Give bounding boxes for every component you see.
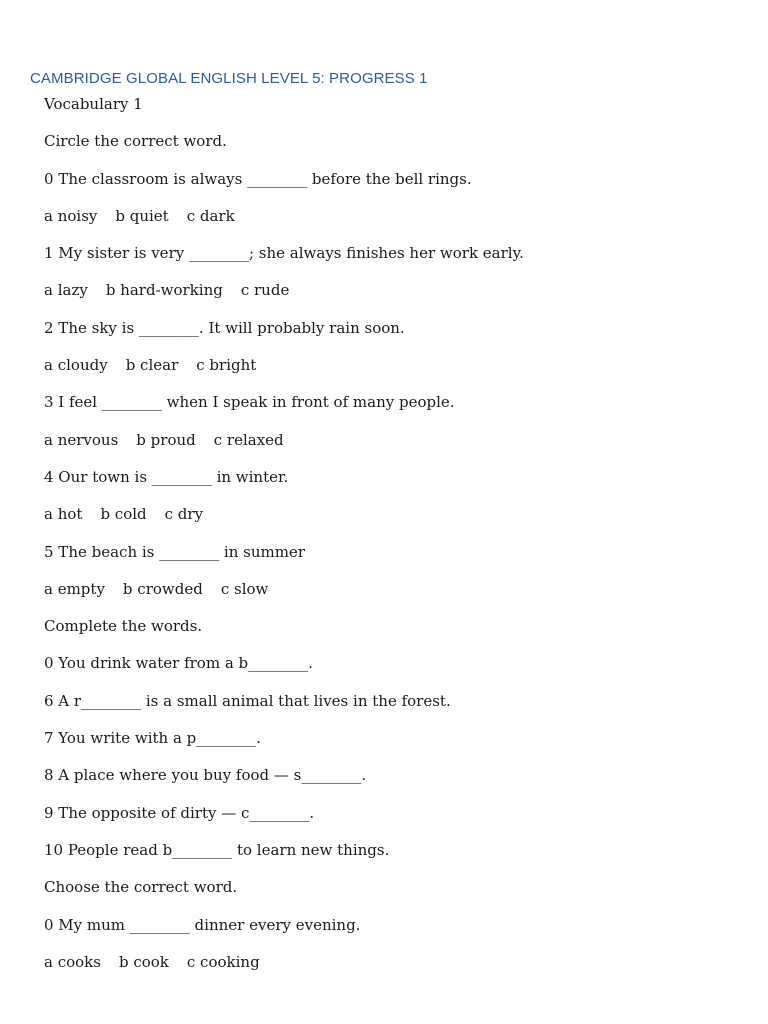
instruction-choose: Choose the correct word. (44, 878, 238, 897)
option-5c: c slow (220, 579, 269, 598)
option-1c: c rude (240, 281, 290, 300)
grammar-option-0a: a cooks (44, 952, 101, 971)
question-1: 1 My sister is very ________; she always finishes her work early. (44, 244, 524, 263)
option-4b: b cold (100, 505, 147, 524)
page-title: CAMBRIDGE GLOBAL ENGLISH LEVEL 5: PROGRESS 1 (30, 70, 428, 87)
option-3a: a nervous (44, 430, 119, 449)
options-5 (44, 579, 744, 616)
option-2a: a cloudy (44, 356, 108, 375)
options-0 (44, 206, 744, 243)
option-0a: a noisy (44, 206, 98, 225)
grammar-options-0 (44, 952, 744, 989)
option-3b: b proud (136, 430, 196, 449)
options-1 (44, 280, 744, 317)
option-3c: c relaxed (213, 430, 284, 449)
question-4: 4 Our town is ________ in winter. (44, 467, 289, 486)
complete-item-6: 6 A r________ is a small animal that lives in the forest. (44, 691, 451, 710)
question-3: 3 I feel ________ when I speak in front of many people. (44, 393, 455, 412)
option-1a: a lazy (44, 281, 88, 300)
option-2c: c bright (196, 356, 257, 375)
option-1b: b hard-working (105, 281, 223, 300)
instruction-circle: Circle the correct word. (44, 132, 227, 151)
complete-item-10: 10 People read b________ to learn new things. (44, 840, 390, 859)
options-2 (44, 355, 744, 392)
options-4 (44, 504, 744, 541)
instruction-complete: Complete the words. (44, 617, 203, 636)
worksheet-body (44, 94, 744, 989)
complete-item-8: 8 A place where you buy food — s________. (44, 766, 367, 785)
option-2b: b clear (125, 356, 179, 375)
option-0c: c dark (186, 206, 235, 225)
option-5b: b crowded (122, 579, 203, 598)
grammar-option-0b: b cook (118, 952, 169, 971)
option-4c: c dry (164, 505, 204, 524)
option-5a: a empty (44, 579, 105, 598)
question-0: 0 The classroom is always ________ before the bell rings. (44, 169, 472, 188)
section-heading-vocabulary: Vocabulary 1 (44, 95, 143, 113)
question-2: 2 The sky is ________. It will probably rain soon. (44, 318, 405, 337)
grammar-option-0c: c cooking (186, 952, 260, 971)
complete-item-7: 7 You write with a p________. (44, 729, 262, 748)
option-0b: b quiet (115, 206, 169, 225)
question-5: 5 The beach is ________ in summer (44, 542, 305, 561)
options-3 (44, 430, 744, 467)
option-4a: a hot (44, 505, 83, 524)
complete-item-0: 0 You drink water from a b________. (44, 654, 313, 673)
grammar-question-0: 0 My mum ________ dinner every evening. (44, 915, 361, 934)
complete-item-9: 9 The opposite of dirty — c________. (44, 803, 315, 822)
